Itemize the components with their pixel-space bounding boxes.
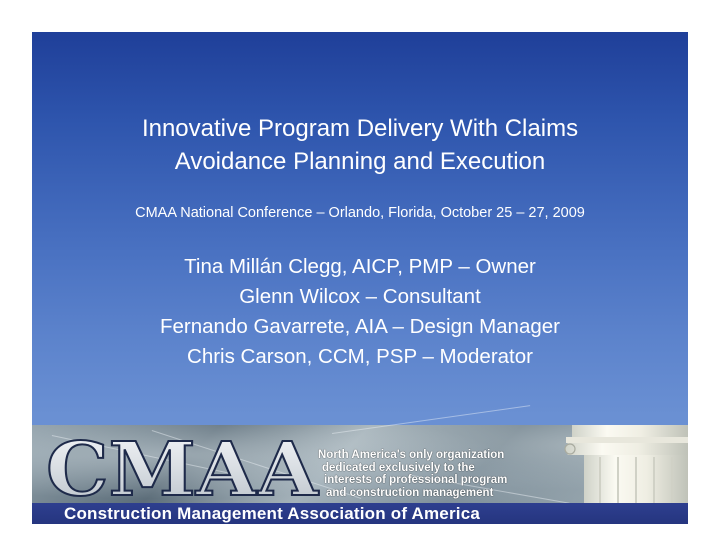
conference-subtitle: CMAA National Conference – Orlando, Florida, October 25 – 27, 2009 <box>135 205 585 221</box>
title-line-2: Avoidance Planning and Execution <box>174 148 546 175</box>
tagline-line-1: North America's only organization <box>318 449 505 461</box>
presenter-3: Fernando Gavarrete, AIA – Design Manager <box>160 315 560 338</box>
title-line-1: Innovative Program Delivery With Claims <box>141 115 579 142</box>
footer-organization-name: Construction Management Association of America <box>64 504 481 523</box>
presenter-2: Glenn Wilcox – Consultant <box>239 285 481 308</box>
cmaa-banner <box>32 425 688 524</box>
cmaa-tagline <box>318 449 507 499</box>
slide-title <box>32 112 688 178</box>
presenter-4: Chris Carson, CCM, PSP – Moderator <box>187 345 533 368</box>
presenters-list <box>32 252 688 372</box>
marble-vein <box>332 405 530 434</box>
pillar-icon <box>558 425 688 503</box>
presenter-1: Tina Millán Clegg, AICP, PMP – Owner <box>184 255 536 278</box>
tagline-line-3: interests of professional program <box>324 474 508 486</box>
cmaa-logo <box>42 433 322 501</box>
tagline-line-4: and construction management <box>326 486 494 499</box>
slide <box>32 32 688 524</box>
cmaa-logo-text: CMAA <box>46 433 320 501</box>
footer-bar <box>32 503 688 524</box>
tagline-line-2: dedicated exclusively to the <box>322 461 475 474</box>
